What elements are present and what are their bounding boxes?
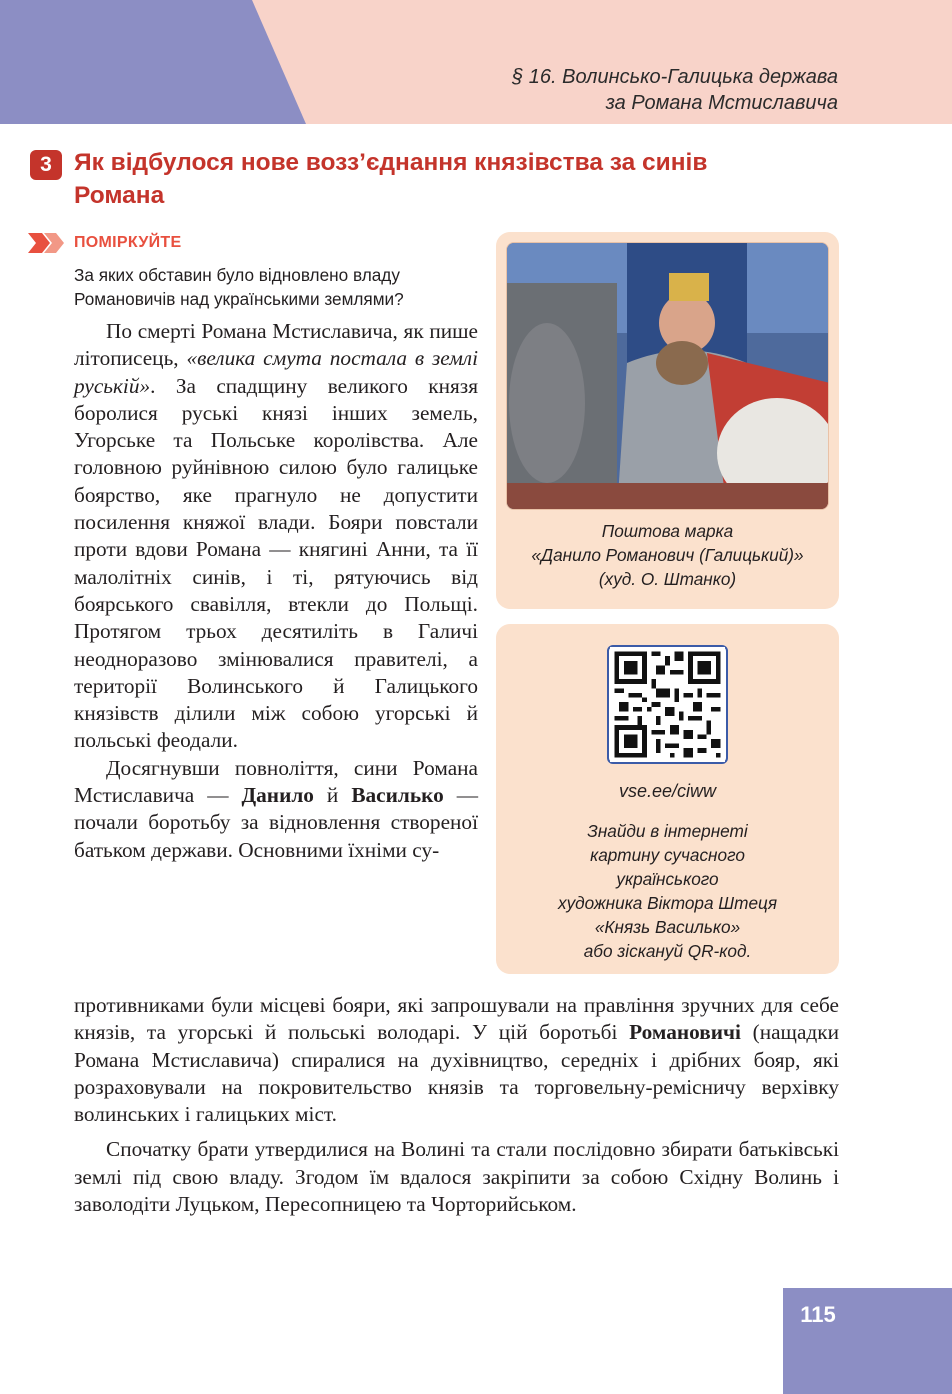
text-run: . За спадщину великого князя боролися руські князі інших земель, Угорське та Польське королівства. Але головною руйнівною силою було галицьке боярство, яке прагнуло не допустити посилення княжої влади. Бояри повстали проти вдови Романа — княгині Анни, та її малолітніх синів, і ті, рятуючись від боярського свавілля, втекли до Польщі. Протягом трьох десятиліть в Галичі неодноразово змінювалися правителі, а території Волинського й Галицького князівств ділили між собою угорські й польські феодали.	[74, 373, 478, 753]
paragraph-1	[74, 318, 478, 755]
qr-instruction-line: українського	[616, 869, 719, 889]
qr-instruction-line: Знайди в інтернеті	[587, 821, 748, 841]
body-text-column	[74, 318, 478, 864]
paragraph-title-line1: § 16. Волинсько-Галицька держава	[512, 66, 838, 88]
text-run: (нащадки Романа Мстиславича) спиралися на духівництво, середніх і дрібних бояр, які розраховували на покровительство князів та торговельну-ремісничу верхівку волинських і галицьких міст.	[74, 1020, 839, 1127]
stamp-caption-line: Поштова марка	[601, 521, 734, 541]
page-number-tab	[783, 1288, 952, 1394]
text-run: — почали боротьбу за відновлення створеної батьком держави. Основними їхніми су-	[74, 783, 479, 862]
paragraph-2-continued	[74, 992, 839, 1128]
paragraph-title	[512, 64, 838, 116]
stamp-caption-line: (худ. О. Штанко)	[598, 569, 737, 589]
bold-name-danylo: Данило	[241, 783, 314, 808]
chronicle-quote: «велика смута постала в землі руській»	[74, 346, 478, 398]
double-chevron-icon	[28, 233, 68, 253]
text-run: противниками були місцеві бояри, які запрошували на правління зручних для себе князів, та угорські й польські володарі. У цій боротьбі	[74, 993, 839, 1045]
think-question: За яких обставин було відновлено владу Романовичів над українськими землями?	[74, 265, 404, 309]
stamp-card	[496, 232, 839, 609]
text-run: Досягнувши повноліття, сини Романа Мстиславича —	[74, 755, 478, 808]
stamp-caption-line: «Данило Романович (Галицький)»	[531, 545, 804, 565]
text-run: По смерті Романа Мстиславича, як пише літописець,	[74, 319, 478, 371]
body-text-wide	[74, 992, 839, 1218]
qr-instruction-line: картину сучасного	[590, 845, 745, 865]
paragraph-title-line2: за Романа Мстиславича	[605, 92, 838, 114]
qr-instruction	[496, 819, 839, 963]
paragraph-3: Спочатку брати утвердилися на Волині та стали послідовно збирати батьківські землі під свою владу. Згодом їм вдалося закріпити за собою Східну Волинь і заволодіти Луцьком, Пересопницею та Чорторийськом.	[74, 1137, 839, 1217]
qr-instruction-line: художника Віктора Штеця	[557, 893, 778, 913]
think-label: ПОМІРКУЙТЕ	[74, 234, 182, 251]
qr-card	[496, 624, 839, 974]
qr-instruction-line: або зіскануй QR-код.	[583, 941, 752, 961]
page-number: 115	[800, 1302, 836, 1327]
qr-instruction-line: «Князь Василько»	[594, 917, 741, 937]
bold-term-romanovychi: Романовичі	[629, 1020, 741, 1045]
section-heading: Як відбулося нове возз’єднання князівства за синів Романа	[74, 149, 708, 209]
qr-code[interactable]	[607, 645, 728, 764]
section-number-badge: 3	[30, 150, 62, 180]
stamp-illustration	[506, 242, 829, 510]
bold-name-vasylko: Василько	[351, 783, 444, 808]
paragraph-2	[74, 755, 478, 864]
text-run: й	[313, 783, 352, 808]
stamp-caption	[496, 519, 839, 591]
qr-url[interactable]: vse.ee/ciww	[618, 781, 717, 801]
